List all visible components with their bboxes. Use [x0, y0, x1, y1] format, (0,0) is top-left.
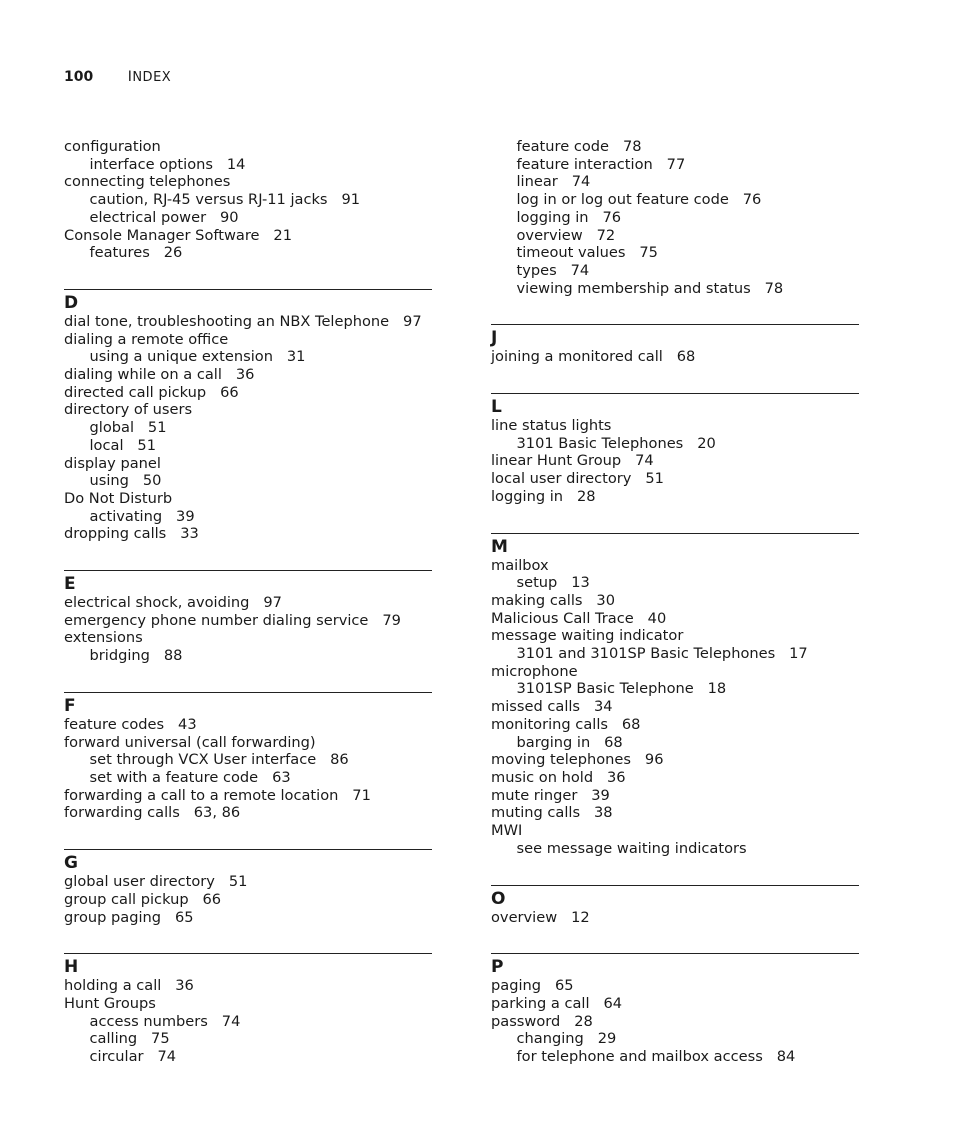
section-divider: [64, 953, 432, 954]
index-column-left: [64, 138, 432, 1066]
index-subentry: calling 75: [89, 1030, 170, 1048]
section-letter: P: [491, 957, 504, 978]
section-divider: [491, 393, 859, 394]
index-subentry: feature interaction 77: [516, 155, 686, 173]
page-title-initial: I: [127, 69, 133, 85]
index-section: [64, 692, 432, 822]
section-divider: [64, 289, 432, 290]
index-entry: password 28: [491, 1012, 593, 1030]
section-divider: [64, 692, 432, 693]
index-entry: mailbox: [491, 556, 549, 574]
index-subentry: using a unique extension 31: [89, 348, 306, 366]
index-section: [491, 393, 859, 506]
index-entry: local user directory 51: [491, 470, 664, 488]
section-letter: D: [64, 292, 79, 313]
section-letter: G: [64, 853, 78, 874]
index-entry: music on hold 36: [491, 768, 626, 786]
index-section: [64, 570, 432, 665]
section-divider: [64, 570, 432, 571]
index-entry: missed calls 34: [491, 698, 613, 716]
page-title: [128, 70, 172, 85]
index-entry: MWI: [491, 822, 523, 840]
index-subentry: activating 39: [89, 507, 195, 525]
section-divider: [491, 324, 859, 325]
section-letter: J: [491, 328, 498, 349]
index-section: [64, 289, 432, 543]
index-entry: dialing a remote office: [64, 330, 229, 348]
index-entry: connecting telephones: [64, 173, 231, 191]
index-subentry: overview 72: [516, 226, 616, 244]
index-entry: electrical shock, avoiding 97: [64, 594, 282, 612]
index-entry: dropping calls 33: [64, 525, 199, 543]
index-entry: configuration: [64, 138, 161, 155]
section-letter: O: [491, 888, 506, 909]
index-entry: overview 12: [491, 908, 590, 926]
page-title-rest: NDEX: [132, 70, 172, 85]
index-subentry: local 51: [89, 436, 156, 454]
index-section: [491, 885, 859, 927]
section-divider: [491, 533, 859, 534]
index-entry: mute ringer 39: [491, 786, 610, 804]
index-entry: linear Hunt Group 74: [491, 452, 654, 470]
index-entry: forwarding a call to a remote location 71: [64, 786, 371, 804]
index-entry: monitoring calls 68: [491, 715, 641, 733]
section-letter: L: [491, 397, 502, 418]
index-entry: making calls 30: [491, 591, 615, 609]
index-entry: microphone: [491, 662, 578, 680]
index-entry: emergency phone number dialing service 79: [64, 611, 401, 629]
index-subentry: using 50: [89, 472, 162, 490]
section-letter: E: [64, 574, 76, 595]
index-subentry: electrical power 90: [89, 208, 239, 226]
index-subentry: barging in 68: [516, 733, 623, 751]
index-subentry: logging in 76: [516, 208, 622, 226]
index-entry: group call pickup 66: [64, 890, 222, 908]
index-continuation: [491, 138, 859, 297]
index-subentry: viewing membership and status 78: [516, 279, 784, 297]
index-subentry: see message waiting indicators: [516, 839, 747, 857]
index-subentry: for telephone and mailbox access 84: [516, 1048, 796, 1066]
section-divider: [491, 885, 859, 886]
index-entry: forward universal (call forwarding): [64, 733, 316, 751]
index-section: [64, 849, 432, 926]
index-entry: directory of users: [64, 401, 193, 419]
section-letter: M: [491, 536, 508, 557]
index-subentry: linear 74: [516, 173, 591, 191]
index-subentry: setup 13: [516, 574, 590, 592]
section-letter: H: [64, 957, 79, 978]
index-entry: moving telephones 96: [491, 751, 664, 769]
index-subentry: 3101 Basic Telephones 20: [516, 434, 716, 452]
index-entry: extensions: [64, 629, 143, 647]
index-entry: Malicious Call Trace 40: [491, 609, 667, 627]
index-subentry: 3101 and 3101SP Basic Telephones 17: [516, 645, 808, 663]
index-subentry: access numbers 74: [89, 1012, 241, 1030]
section-divider: [64, 849, 432, 850]
index-section: [491, 533, 859, 858]
index-subentry: set with a feature code 63: [89, 768, 291, 786]
index-entry: paging 65: [491, 977, 574, 995]
page-header: [64, 69, 171, 85]
index-entry: parking a call 64: [491, 994, 623, 1012]
index-entry: dialing while on a call 36: [64, 366, 255, 384]
index-subentry: interface options 14: [89, 155, 246, 173]
index-entry: group paging 65: [64, 908, 194, 926]
index-subentry: bridging 88: [89, 647, 183, 665]
page-number: 100: [64, 69, 94, 85]
index-entry: global user directory 51: [64, 873, 248, 891]
index-entry: muting calls 38: [491, 804, 613, 822]
index-section: [491, 324, 859, 366]
index-entry: forwarding calls 63, 86: [64, 804, 241, 822]
index-entry: message waiting indicator: [491, 627, 684, 645]
index-entry: Do Not Disturb: [64, 489, 173, 507]
index-subentry: caution, RJ-45 versus RJ-11 jacks 91: [89, 191, 361, 209]
index-entry: Hunt Groups: [64, 994, 156, 1012]
index-entry: Console Manager Software 21: [64, 226, 292, 244]
index-subentry: 3101SP Basic Telephone 18: [516, 680, 727, 698]
index-subentry: circular 74: [89, 1048, 177, 1066]
index-subentry: timeout values 75: [516, 244, 658, 262]
index-entry: holding a call 36: [64, 977, 194, 995]
index-entry: display panel: [64, 454, 161, 472]
index-subentry: global 51: [89, 419, 167, 437]
index-entry: dial tone, troubleshooting an NBX Telephone 97: [64, 312, 422, 330]
index-continuation: [64, 138, 432, 262]
index-entry: logging in 28: [491, 487, 596, 505]
index-section: [64, 953, 432, 1066]
section-letter: F: [64, 695, 76, 716]
index-entry: line status lights: [491, 417, 612, 435]
index-subentry: features 26: [89, 244, 183, 262]
section-divider: [491, 953, 859, 954]
index-subentry: changing 29: [516, 1030, 617, 1048]
index-subentry: types 74: [516, 261, 590, 279]
index-section: [491, 953, 859, 1066]
index-subentry: feature code 78: [516, 138, 642, 155]
index-entry: feature codes 43: [64, 715, 197, 733]
index-column-right: [491, 138, 859, 1066]
index-entry: directed call pickup 66: [64, 383, 239, 401]
index-subentry: log in or log out feature code 76: [516, 191, 762, 209]
index-entry: joining a monitored call 68: [491, 348, 696, 366]
index-subentry: set through VCX User interface 86: [89, 751, 349, 769]
